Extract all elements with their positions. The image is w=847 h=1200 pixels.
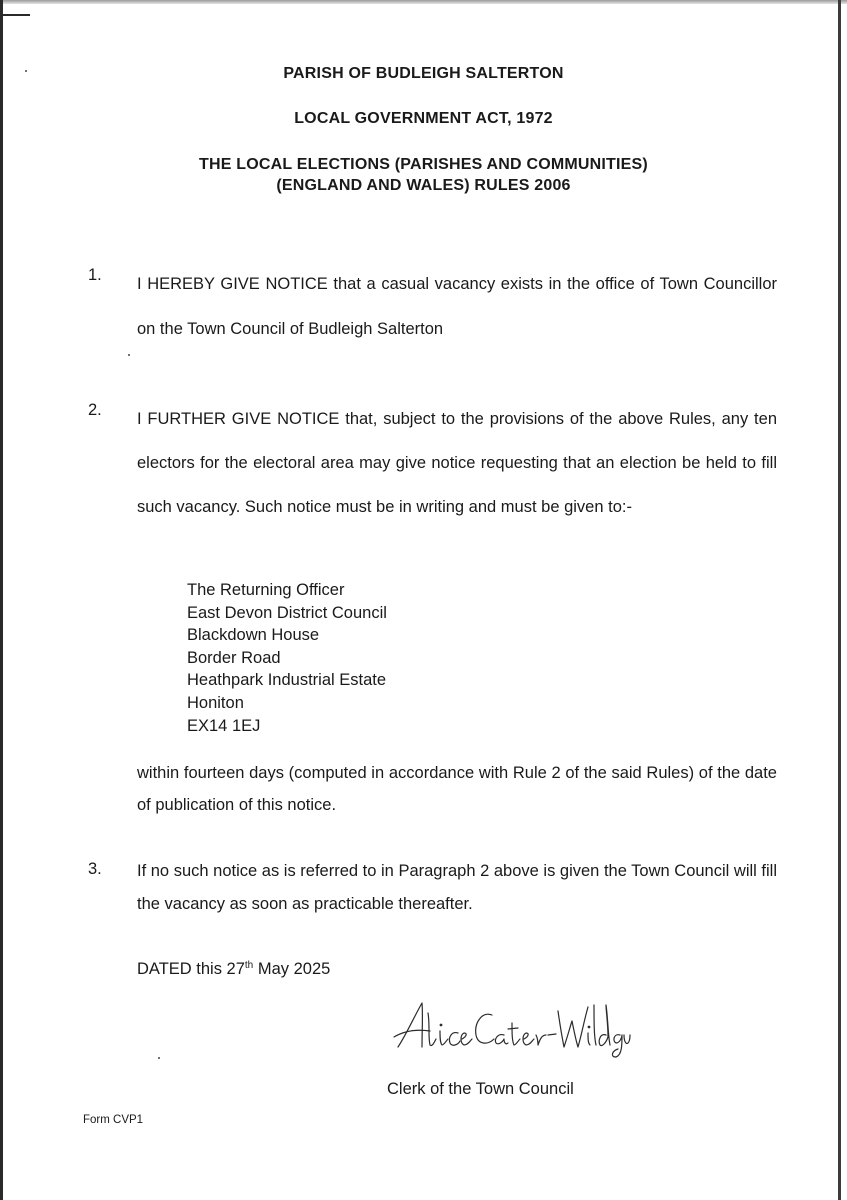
act-heading: LOCAL GOVERNMENT ACT, 1972 bbox=[294, 110, 553, 127]
parish-heading: PARISH OF BUDLEIGH SALTERTON bbox=[283, 65, 564, 82]
paragraph-3-text: If no such notice as is referred to in Paragraph 2 above is given the Town Council will fill the vacancy as soon as practicable thereafter. bbox=[137, 862, 777, 913]
address-line: Heathpark Industrial Estate bbox=[187, 671, 387, 690]
paragraph-1-text: I HEREBY GIVE NOTICE that a casual vacancy exists in the office of Town Councillor on the Town Council of Budleigh Salterton bbox=[137, 275, 777, 338]
address-line: EX14 1EJ bbox=[187, 716, 261, 735]
address-line: The Returning Officer bbox=[187, 581, 345, 599]
paragraph-3 bbox=[137, 855, 777, 921]
returning-officer-address bbox=[187, 579, 387, 737]
scan-speck bbox=[128, 354, 130, 356]
scan-edge-top bbox=[0, 0, 847, 4]
paragraph-2-number: 2. bbox=[88, 401, 102, 419]
paragraph-1 bbox=[137, 262, 777, 352]
scan-speck bbox=[158, 1057, 160, 1059]
dated-prefix: DATED this 27 bbox=[137, 960, 245, 978]
scan-corner-mark bbox=[0, 0, 30, 16]
paragraph-3-number: 3. bbox=[88, 860, 102, 878]
handwritten-signature bbox=[392, 995, 632, 1060]
address-line: Honiton bbox=[187, 693, 244, 712]
rules-heading bbox=[0, 154, 847, 196]
rules-heading-line2: (ENGLAND AND WALES) RULES 2006 bbox=[276, 177, 571, 194]
dated-ordinal: th bbox=[244, 960, 254, 971]
address-line: Blackdown House bbox=[187, 626, 320, 645]
dated-line bbox=[137, 960, 330, 979]
paragraph-2-text: I FURTHER GIVE NOTICE that, subject to the provisions of the above Rules, any ten electors for the electoral area may give notice requesting that an election be held to fill such vacancy. Such notice must be in writing and must be given to:- bbox=[137, 410, 777, 516]
address-line: Border Road bbox=[187, 648, 281, 667]
paragraph-2-followup: within fourteen days (computed in accordance with Rule 2 of the said Rules) of the date of publication of this notice. bbox=[137, 764, 777, 814]
form-code: Form CVP1 bbox=[83, 1114, 144, 1126]
address-line: East Devon District Council bbox=[187, 603, 387, 622]
rules-heading-line1: THE LOCAL ELECTIONS (PARISHES AND COMMUNITIES) bbox=[199, 156, 648, 173]
dated-suffix: May 2025 bbox=[253, 960, 331, 978]
signatory-title: Clerk of the Town Council bbox=[387, 1080, 574, 1098]
paragraph-2 bbox=[137, 397, 777, 529]
paragraph-1-number: 1. bbox=[88, 266, 102, 284]
